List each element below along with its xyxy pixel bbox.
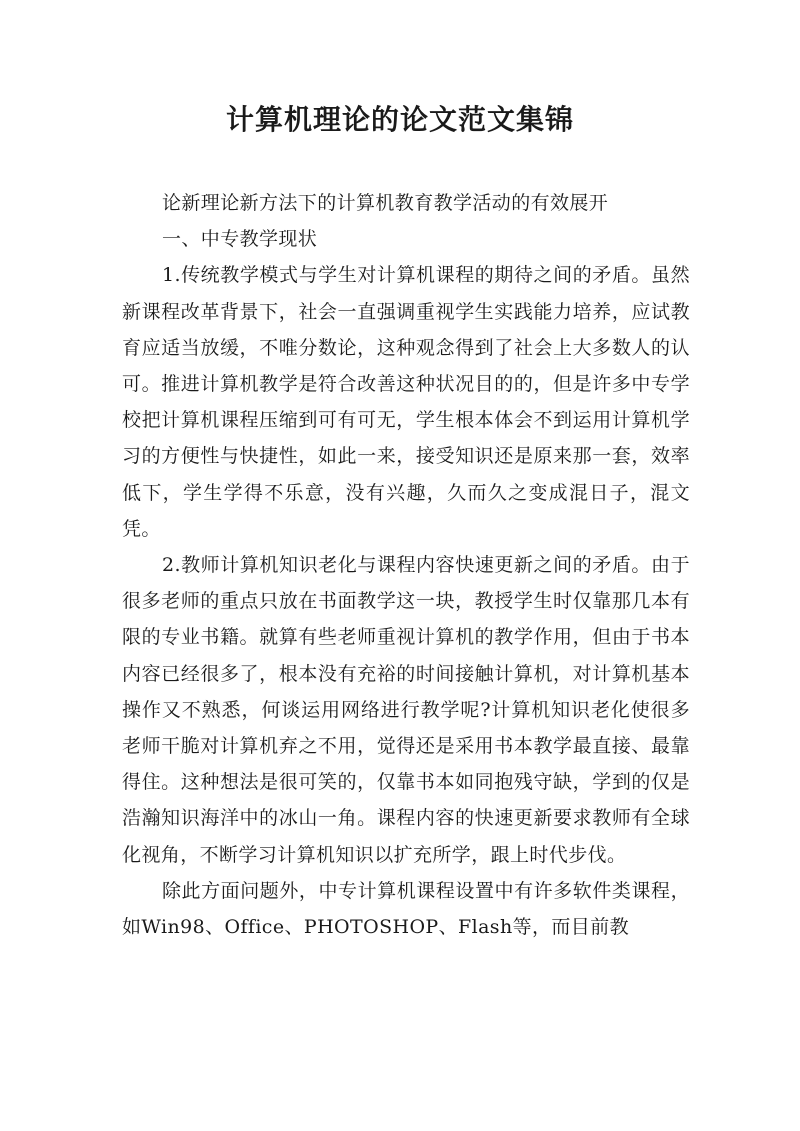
paragraph-section-heading: 一、中专教学现状 [162,228,318,251]
document-body [122,185,690,945]
paragraph-point-1: 1.传统教学模式与学生对计算机课程的期待之间的矛盾。虽然新课程改革背景下，社会一直强调重视学生实践能力培养，应试教育应适当放缓，不唯分数论，这种观念得到了社会上大多数人的认可。推进计算机教学是符合改善这种状况目的的，但是许多中专学校把计算机课程压缩到可有可无，学生根本体会不到运用计算机学习的方便性与快捷性，如此一来，接受知识还是原来那一套，效率低下，学生学得不乐意，没有兴趣，久而久之变成混日子，混文凭。 [122,264,690,540]
paragraph-subtitle: 论新理论新方法下的计算机教育教学活动的有效展开 [162,192,609,214]
paragraph-continuation: 除此方面问题外，中专计算机课程设置中有许多软件类课程，如Win98、Office、PHOTOSHOP、Flash等，而目前教 [122,879,690,939]
document-title: 计算机理论的论文范文集锦 [225,103,574,136]
paragraph-point-2: 2.教师计算机知识老化与课程内容快速更新之间的矛盾。由于很多老师的重点只放在书面教学这一块，教授学生时仅靠那几本有限的专业书籍。就算有些老师重视计算机的教学作用，但由于书本内容已经很多了，根本没有充裕的时间接触计算机，对计算机基本操作又不熟悉，何谈运用网络进行教学呢?计算机知识老化使很多老师干脆对计算机弃之不用，觉得还是采用书本教学最直接、最靠得住。这种想法是很可笑的，仅靠书本如同抱残守缺，学到的仅是浩瀚知识海洋中的冰山一角。课程内容的快速更新要求教师有全球化视角，不断学习计算机知识以扩充所学，跟上时代步伐。 [122,554,690,866]
